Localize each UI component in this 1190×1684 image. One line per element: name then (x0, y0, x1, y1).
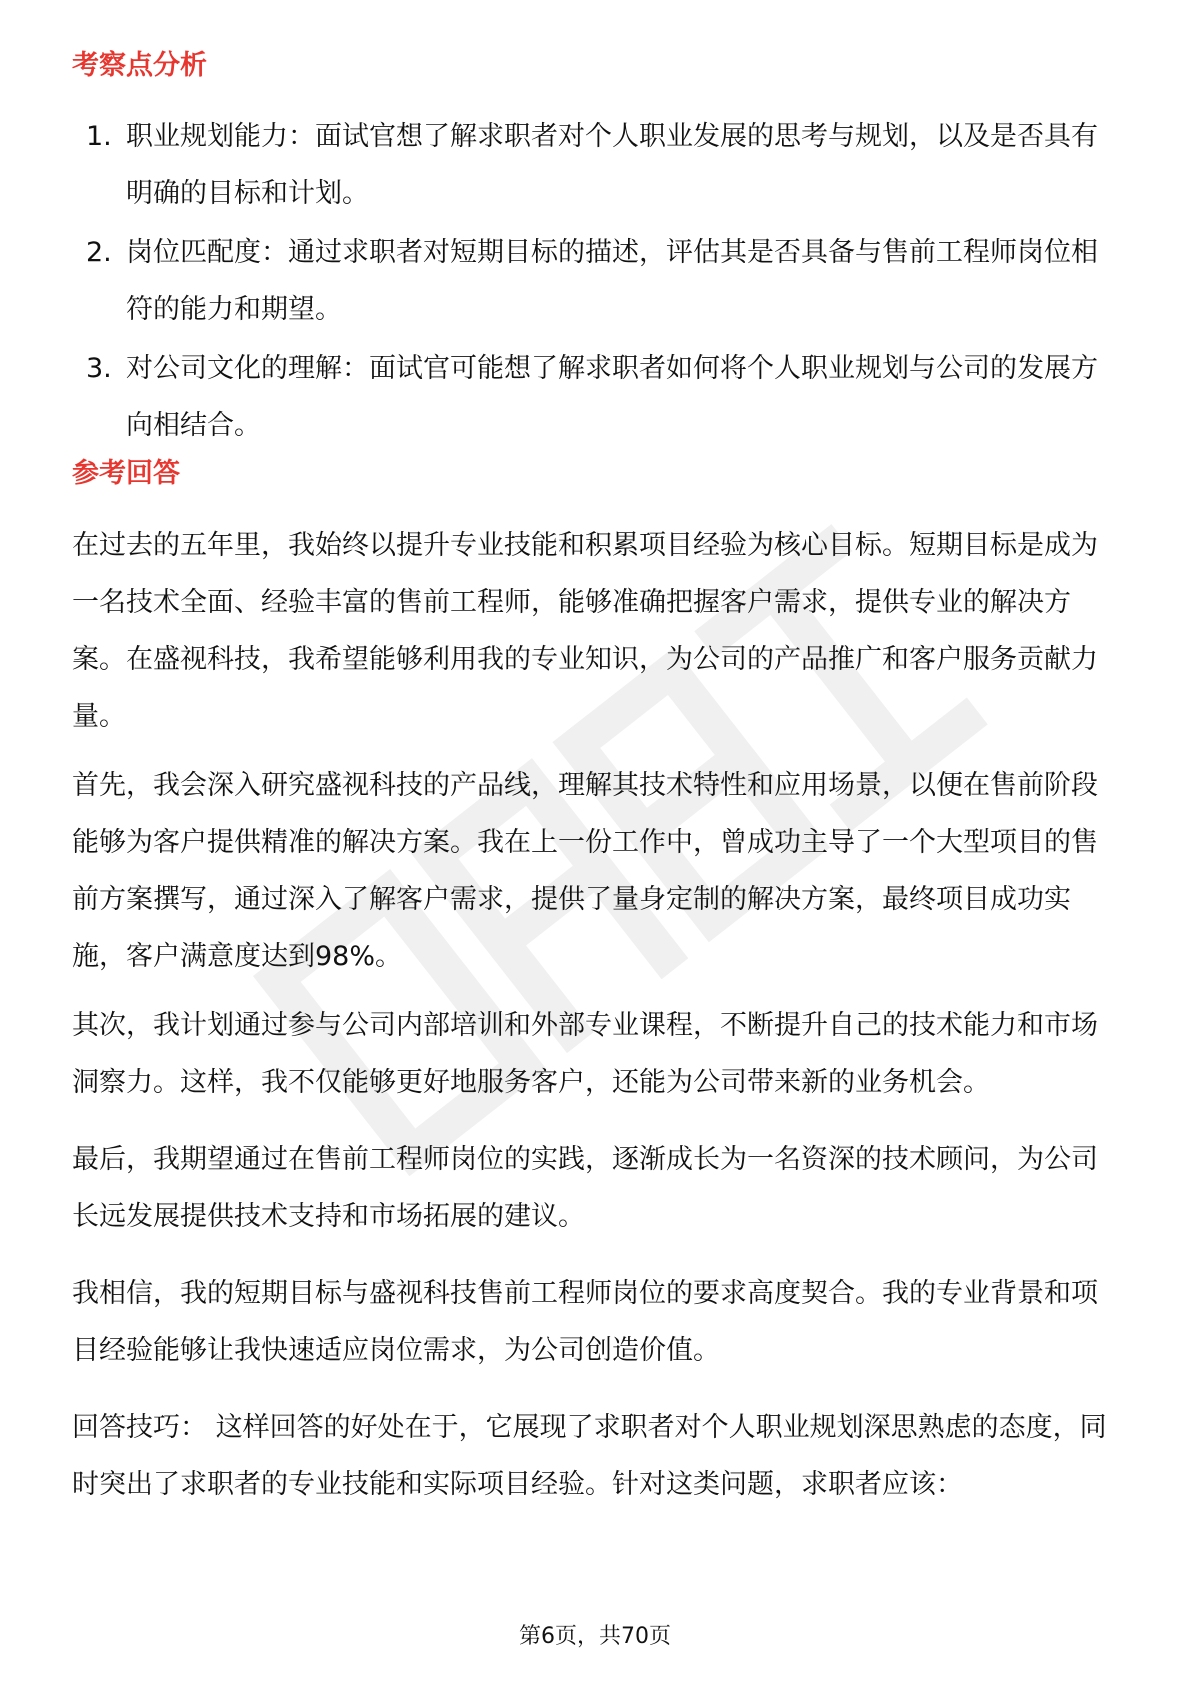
list-number: 2. (86, 237, 112, 268)
answer-paragraph: 我相信，我的短期目标与盛视科技售前工程师岗位的要求高度契合。我的专业背景和项目经验能够让我快速适应岗位需求，为公司创造价值。 (72, 1278, 1098, 1366)
answer-tips-paragraph: 回答技巧： 这样回答的好处在于，它展现了求职者对个人职业规划深思熟虑的态度，同时突出了求职者的专业技能和实际项目经验。针对这类问题，求职者应该： (72, 1412, 1107, 1500)
answer-paragraph: 最后，我期望通过在售前工程师岗位的实践，逐渐成长为一名资深的技术顾问，为公司长远发展提供技术支持和市场拓展的建议。 (72, 1144, 1098, 1232)
answer-paragraph: 首先，我会深入研究盛视科技的产品线，理解其技术特性和应用场景，以便在售前阶段能够为客户提供精准的解决方案。我在上一份工作中，曾成功主导了一个大型项目的售前方案撰写，通过深入了解客户需求，提供了量身定制的解决方案，最终项目成功实施，客户满意度达到98%。 (72, 770, 1098, 972)
list-number: 3. (86, 353, 112, 384)
list-item-text: 岗位匹配度：通过求职者对短期目标的描述，评估其是否具备与售前工程师岗位相符的能力和期望。 (126, 237, 1098, 325)
list-item (72, 224, 1122, 338)
list-item-text: 对公司文化的理解：面试官可能想了解求职者如何将个人职业规划与公司的发展方向相结合。 (126, 353, 1098, 441)
analysis-heading: 考察点分析 (72, 50, 207, 81)
page-number: 第6页，共70页 (519, 1624, 671, 1649)
analysis-list (72, 108, 1122, 456)
list-item-text: 职业规划能力：面试官想了解求职者对个人职业发展的思考与规划，以及是否具有明确的目标和计划。 (126, 121, 1098, 209)
answer-heading: 参考回答 (72, 458, 180, 489)
list-item (72, 108, 1122, 222)
list-number: 1. (86, 121, 112, 152)
answer-paragraph: 其次，我计划通过参与公司内部培训和外部专业课程，不断提升自己的技术能力和市场洞察力。这样，我不仅能够更好地服务客户，还能为公司带来新的业务机会。 (72, 1010, 1098, 1098)
answer-paragraph: 在过去的五年里，我始终以提升专业技能和积累项目经验为核心目标。短期目标是成为一名技术全面、经验丰富的售前工程师，能够准确把握客户需求，提供专业的解决方案。在盛视科技，我希望能够利用我的专业知识，为公司的产品推广和客户服务贡献力量。 (72, 530, 1098, 732)
list-item (72, 340, 1122, 454)
